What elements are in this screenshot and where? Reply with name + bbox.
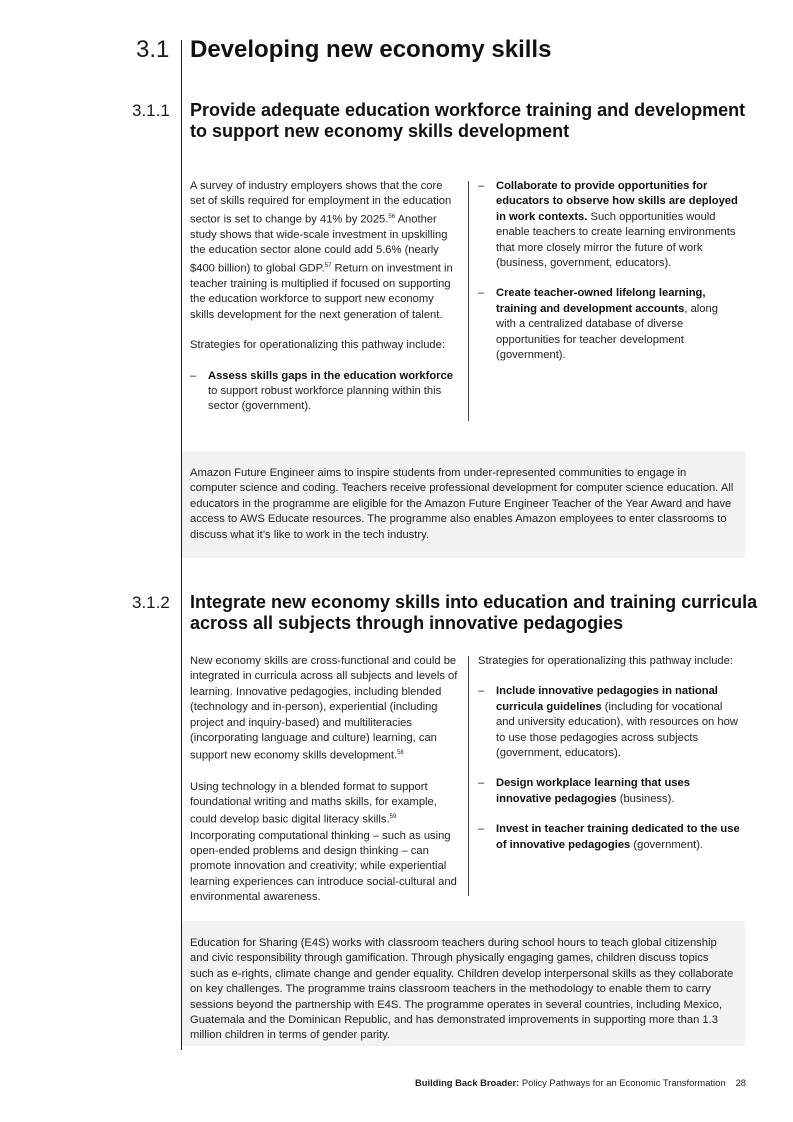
list-item: – Include innovative pedagogies in national curricula guidelines (including for vocational and university education), with resources on how to use those pedagogies across subjects (government, educators). [478,685,738,760]
list-item: – Invest in teacher training dedicated to the use of innovative pedagogies (government). [478,823,740,851]
footnote-ref: 58 [397,750,404,757]
sub1-right-column [478,179,740,378]
case-study-box: Amazon Future Engineer aims to inspire students from under-represented communities to engage in computer science and coding. Teachers receive professional development for computer science education. All educators in the programme are eligible for the Amazon Future Engineer Teacher of the Year Award and have access to AWS Educate resources. The programme also enables Amazon employees to enter classrooms to discuss what it’s like to work in the tech industry. [182,451,745,558]
list-item: – Assess skills gaps in the education workforce to support robust workforce planning within this sector (government). [190,369,453,413]
column-divider [468,656,469,896]
subsection-title: Provide adequate education workforce training and development to support new economy skills development [190,100,746,141]
subsection-title: Integrate new economy skills into education and training curricula across all subjects through innovative pedagogies [190,592,758,633]
page-number: 28 [735,1077,746,1088]
sub2-paragraph: Using technology in a blended format to support foundational writing and maths skills, for example, could develop basic digital literacy skills.$^{59}$ Incorporating computational thinking – such as using open-ended problems and design thinking – can promote innovation and creativity; while experiential learning experiences can introduce social-cultural and environmental awareness. [190,780,457,904]
sub1-paragraph: A survey of industry employers shows that the core set of skills required for employment in the education sector is set to change by 41% by 2025.56 Another study shows that wide-scale investment in upskilling the education sector alone could add 5.6% (nearly $400 billion) to global GDP.$^{57}$ Return on investment in teacher training is multiplied if focused on supporting the education workforce to support new economy skills development for the next generation of talent. [190,180,453,321]
section-title: Developing new economy skills [190,36,552,63]
sub2-left-column [190,654,458,921]
sub2-right-column [478,654,740,868]
case-study-box: Education for Sharing (E4S) works with classroom teachers during school hours to teach global citizenship and civic responsibility through gamification. Through physically engaging games, children discuss topics such as e-rights, climate change and gender equality. Children develop interpersonal skills as they collaborate on key challenges. The programme trains classroom teachers in the methodology to enable them to carry sessions beyond the partnership with E4S. The programme operates in several countries, including Mexico, Guatemala and the Dominican Republic, and has demonstrated improvements in supporting more than 1.3 million children in terms of gender parity. [182,921,745,1046]
page-footer: Building Back Broader: Policy Pathways for an Economic Transformation 28 [415,1077,746,1088]
sub1-strategies-intro: Strategies for operationalizing this pathway include: [190,339,445,352]
subsection-number: 3.1.1 [132,101,170,120]
footnote-ref: 59 [389,814,397,821]
sub2-strategies-intro: Strategies for operationalizing this pathway include: [478,655,733,667]
column-divider [468,181,469,421]
list-item: – Collaborate to provide opportunities for educators to observe how skills are deployed in work contexts. Such opportunities would enable teachers to create learning environments that more closely mirror the future of work (business, government, educators). [478,180,738,270]
section-number: 3.1 [136,36,170,63]
footnote-ref: 56 [388,213,396,220]
list-item: – Create teacher-owned lifelong learning, training and development accounts, along with a centralized database of diverse opportunities for teacher development (government). [478,287,718,362]
sub2-paragraph: New economy skills are cross-functional and could be integrated in curricula across all subjects and levels of learning. Innovative pedagogies, including blended (technology and in-person), experiential (including project and inquiry-based) and multiliteracies (incorporating language and culture) learning, can support new economy skills development.$^{58}$ [190,655,458,763]
sub1-left-column [190,179,458,430]
footnote-ref: 57 [324,262,332,269]
list-item: – Design workplace learning that uses innovative pedagogies (business). [478,777,690,805]
subsection-number: 3.1.2 [132,593,170,612]
